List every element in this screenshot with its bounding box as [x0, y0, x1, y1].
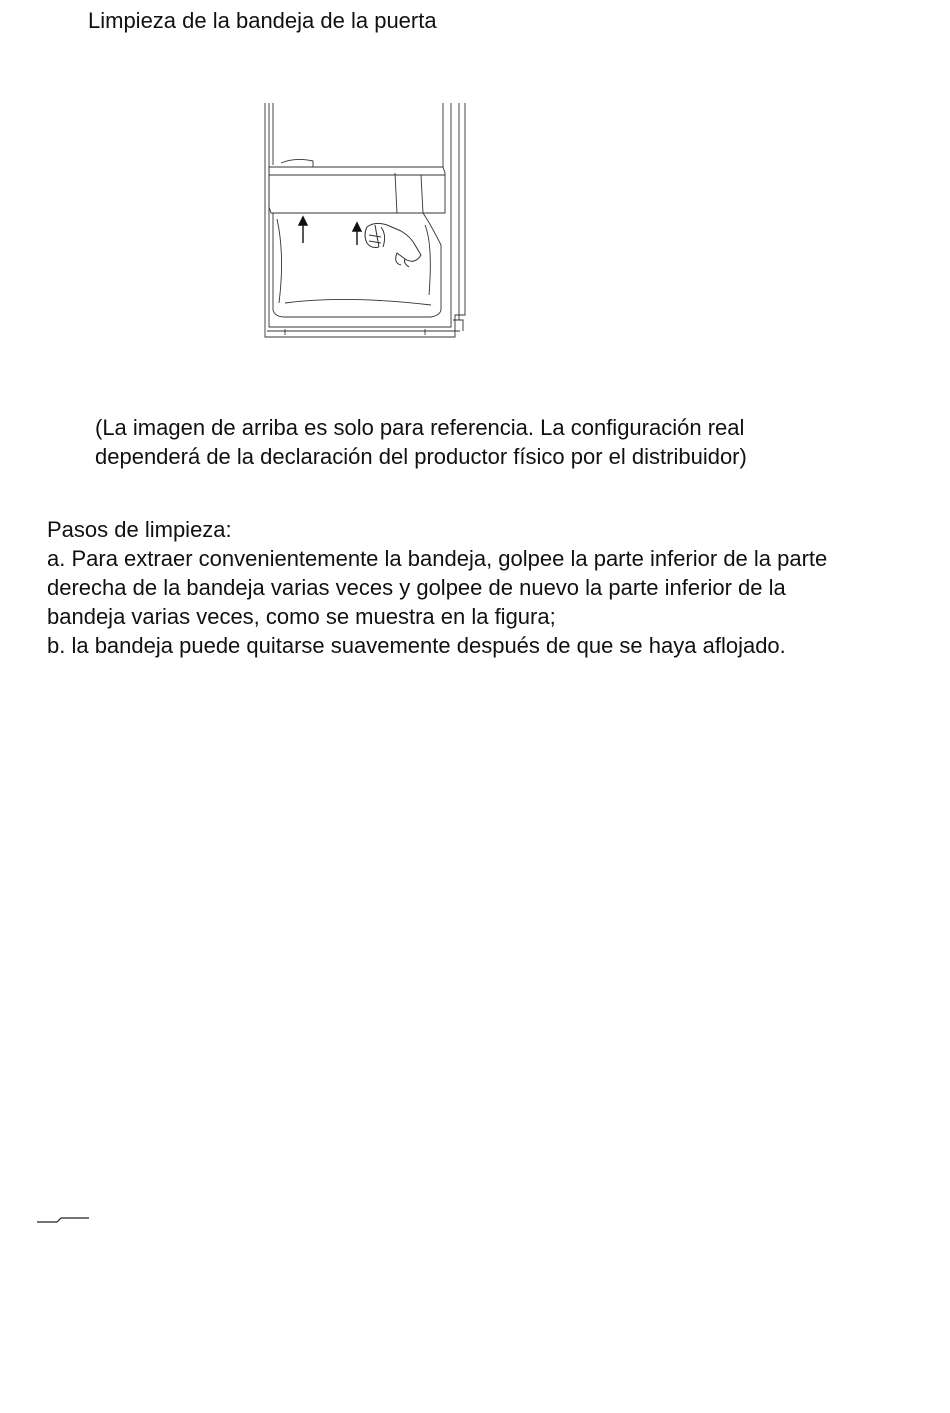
hand-icon [365, 223, 421, 267]
cleaning-steps [47, 515, 827, 660]
step-a-line: a. Para extraer convenientemente la bandeja, golpee la parte inferior de la parte [47, 546, 828, 571]
figure-caption [95, 413, 747, 471]
caption-line: (La imagen de arriba es solo para referencia. La configuración real [95, 415, 745, 440]
step-a-line: derecha de la bandeja varias veces y golpee de nuevo la parte inferior de la [47, 575, 786, 600]
steps-title: Pasos de limpieza: [47, 517, 232, 542]
push-up-arrows [299, 217, 361, 245]
door-tray-illustration [255, 95, 480, 345]
section-heading: Limpieza de la bandeja de la puerta [88, 8, 437, 33]
step-b-line: b. la bandeja puede quitarse suavemente después de que se haya aflojado. [47, 633, 786, 658]
step-a-line: bandeja varias veces, como se muestra en la figura; [47, 604, 556, 629]
caption-line: dependerá de la declaración del productor físico por el distribuidor) [95, 444, 747, 469]
footer-rule-mark [35, 1212, 95, 1226]
